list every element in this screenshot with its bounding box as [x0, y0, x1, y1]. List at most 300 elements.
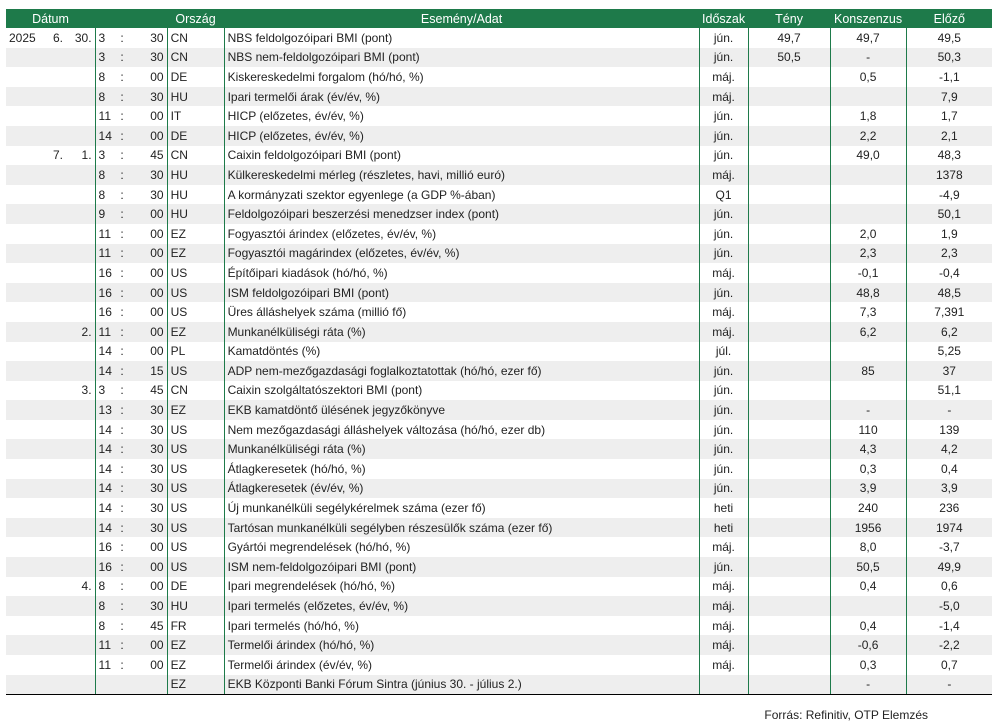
cell-mm: 00 — [150, 265, 164, 280]
cell-mm: 00 — [150, 226, 164, 241]
cell-country: HU — [167, 165, 224, 185]
cell-y — [6, 537, 39, 557]
cell-m — [39, 557, 66, 577]
cell-previous: 5,25 — [906, 342, 992, 362]
cell-country: US — [167, 557, 224, 577]
cell-previous: -5,0 — [906, 596, 992, 616]
cell-event: HICP (előzetes, év/év, %) — [224, 106, 699, 126]
cell-actual — [748, 479, 830, 499]
cell-period: máj. — [699, 596, 748, 616]
cell-period: jún. — [699, 224, 748, 244]
time-separator: : — [120, 461, 124, 476]
cell-consensus: 0,4 — [830, 577, 906, 597]
table-row — [6, 224, 992, 244]
cell-consensus: 110 — [830, 420, 906, 440]
time-separator: : — [115, 361, 129, 381]
table-row — [6, 381, 992, 401]
cell-previous: -1,1 — [906, 67, 992, 87]
cell-hh: 3 — [95, 381, 115, 401]
cell-hh: 3 — [95, 28, 115, 48]
cell-y — [6, 439, 39, 459]
table-row — [6, 361, 992, 381]
cell-event: Kiskereskedelmi forgalom (hó/hó, %) — [224, 67, 699, 87]
table-row — [6, 283, 992, 303]
cell-consensus: 3,9 — [830, 479, 906, 499]
cell-event: ADP nem-mezőgazdasági foglalkoztatottak (hó/hó, ezer fő) — [224, 361, 699, 381]
cell-previous: 7,9 — [906, 87, 992, 107]
table-row — [6, 498, 992, 518]
time-separator: : — [120, 579, 124, 594]
cell-actual — [748, 361, 830, 381]
cell-m — [39, 361, 66, 381]
cell-y — [6, 342, 39, 362]
cell-country: CN — [167, 28, 224, 48]
cell-y — [6, 263, 39, 283]
cell-mm: 00 — [150, 305, 164, 320]
cell-mm: 30 — [129, 87, 167, 107]
cell-country: CN — [167, 381, 224, 401]
cell-mm: 30 — [129, 518, 167, 538]
cell-hh: 8 — [95, 165, 115, 185]
cell-event: EKB Központi Banki Fórum Sintra (június 30. - július 2.) — [224, 675, 699, 695]
cell-hh: 11 — [95, 635, 115, 655]
cell-y — [6, 655, 39, 675]
table-row — [6, 635, 992, 655]
cell-hh: 8 — [95, 185, 115, 205]
cell-d — [66, 165, 95, 185]
cell-hh: 11 — [95, 655, 115, 675]
time-separator: : — [115, 479, 129, 499]
table-row — [6, 165, 992, 185]
cell-y — [6, 224, 39, 244]
cell-consensus: 2,0 — [830, 224, 906, 244]
cell-y — [6, 244, 39, 264]
cell-event: NBS feldolgozóipari BMI (pont) — [224, 28, 699, 48]
cell-event: ISM feldolgozóipari BMI (pont) — [224, 283, 699, 303]
table-row — [6, 342, 992, 362]
cell-event: Új munkanélküli segélykérelmek száma (ezer fő) — [224, 498, 699, 518]
cell-d — [66, 67, 95, 87]
cell-country: DE — [167, 67, 224, 87]
table-row — [6, 126, 992, 146]
cell-previous: 139 — [906, 420, 992, 440]
cell-previous: 2,1 — [906, 126, 992, 146]
cell-hh: 14 — [95, 459, 115, 479]
time-separator: : — [120, 69, 124, 84]
cell-actual — [748, 87, 830, 107]
cell-mm: 00 — [129, 126, 167, 146]
cell-event: Caixin szolgáltatószektori BMI (pont) — [224, 381, 699, 401]
time-separator: : — [115, 244, 129, 264]
cell-previous: 6,2 — [906, 322, 992, 342]
cell-consensus: 7,3 — [830, 302, 906, 322]
cell-hh: 3 — [95, 146, 115, 166]
cell-mm: 00 — [150, 657, 164, 672]
cell-previous: -3,7 — [906, 537, 992, 557]
cell-actual — [748, 420, 830, 440]
cell-hh: 16 — [95, 557, 115, 577]
cell-period: jún. — [699, 106, 748, 126]
cell-period: máj. — [699, 302, 748, 322]
cell-consensus: -0,1 — [830, 263, 906, 283]
cell-previous: 3,9 — [906, 479, 992, 499]
cell-mm: 00 — [150, 540, 164, 555]
cell-d — [66, 635, 95, 655]
cell-consensus: 2,3 — [830, 244, 906, 264]
cell-m — [39, 224, 66, 244]
cell-consensus: 85 — [830, 361, 906, 381]
cell-actual — [748, 342, 830, 362]
cell-country: US — [167, 302, 224, 322]
cell-actual — [748, 498, 830, 518]
table-row — [6, 322, 992, 342]
cell-actual — [748, 381, 830, 401]
cell-country: EZ — [167, 675, 224, 695]
cell-period: heti — [699, 518, 748, 538]
cell-d — [66, 126, 95, 146]
table-row — [6, 263, 992, 283]
cell-event: Fogyasztói árindex (előzetes, év/év, %) — [224, 224, 699, 244]
cell-consensus: 0,3 — [830, 459, 906, 479]
cell-country: US — [167, 361, 224, 381]
cell-y — [6, 146, 39, 166]
cell-actual — [748, 596, 830, 616]
cell-country: US — [167, 283, 224, 303]
cell-actual — [748, 106, 830, 126]
cell-previous: 4,2 — [906, 439, 992, 459]
cell-consensus: 48,8 — [830, 283, 906, 303]
cell-event: Termelői árindex (hó/hó, %) — [224, 635, 699, 655]
cell-mm — [129, 675, 167, 695]
cell-mm: 45 — [150, 383, 164, 398]
cell-d: 3. — [81, 383, 92, 398]
cell-mm: 00 — [129, 244, 167, 264]
cell-m — [39, 244, 66, 264]
cell-previous: 7,391 — [906, 302, 992, 322]
cell-country: FR — [167, 616, 224, 636]
cell-m — [39, 381, 66, 401]
cell-d: 1. — [81, 148, 92, 163]
cell-previous: 0,4 — [906, 459, 992, 479]
cell-y — [6, 126, 39, 146]
cell-previous: 2,3 — [906, 244, 992, 264]
cell-previous: 49,5 — [906, 28, 992, 48]
cell-hh: 11 — [95, 106, 115, 126]
cell-d — [66, 302, 95, 322]
cell-period: jún. — [699, 283, 748, 303]
cell-actual — [748, 400, 830, 420]
cell-consensus: 0,5 — [830, 67, 906, 87]
cell-mm: 00 — [150, 344, 164, 359]
cell-y — [6, 283, 39, 303]
cell-actual — [748, 126, 830, 146]
cell-previous: -1,4 — [906, 616, 992, 636]
header-time-blank — [95, 9, 167, 28]
cell-actual — [748, 577, 830, 597]
cell-event: Gyártói megrendelések (hó/hó, %) — [224, 537, 699, 557]
time-separator: : — [115, 518, 129, 538]
cell-m — [39, 518, 66, 538]
cell-m — [39, 459, 66, 479]
cell-actual — [748, 283, 830, 303]
cell-mm: 30 — [150, 461, 164, 476]
cell-m — [39, 537, 66, 557]
cell-mm: 00 — [150, 109, 164, 124]
cell-m — [39, 635, 66, 655]
table-row — [6, 596, 992, 616]
time-separator: : — [115, 283, 129, 303]
cell-m: 6. — [52, 30, 63, 45]
time-separator: : — [120, 187, 124, 202]
cell-d — [66, 224, 95, 244]
cell-actual: 50,5 — [748, 48, 830, 68]
cell-y — [6, 48, 39, 68]
cell-d — [66, 106, 95, 126]
table-row — [6, 537, 992, 557]
cell-y — [6, 635, 39, 655]
cell-mm: 00 — [150, 69, 164, 84]
cell-period: heti — [699, 498, 748, 518]
cell-actual — [748, 204, 830, 224]
cell-event: Tartósan munkanélküli segélyben részesülők száma (ezer fő) — [224, 518, 699, 538]
cell-event: Külkereskedelmi mérleg (részletes, havi, millió euró) — [224, 165, 699, 185]
time-separator: : — [115, 204, 129, 224]
cell-mm: 45 — [150, 618, 164, 633]
time-separator — [115, 675, 129, 695]
cell-country: US — [167, 479, 224, 499]
cell-hh: 14 — [95, 361, 115, 381]
cell-m — [39, 498, 66, 518]
cell-consensus: 0,4 — [830, 616, 906, 636]
cell-hh: 3 — [95, 48, 115, 68]
cell-hh: 14 — [95, 342, 115, 362]
cell-y — [6, 479, 39, 499]
cell-consensus — [830, 342, 906, 362]
cell-hh: 11 — [95, 322, 115, 342]
cell-hh: 8 — [95, 616, 115, 636]
cell-hh — [95, 675, 115, 695]
cell-country: US — [167, 420, 224, 440]
cell-hh: 14 — [95, 126, 115, 146]
cell-m — [39, 322, 66, 342]
cell-d — [66, 361, 95, 381]
cell-d: 2. — [66, 322, 95, 342]
cell-mm: 30 — [129, 165, 167, 185]
cell-period: jún. — [699, 244, 748, 264]
time-separator: : — [115, 165, 129, 185]
cell-actual — [748, 635, 830, 655]
cell-m — [39, 596, 66, 616]
cell-event: Ipari termelés (hó/hó, %) — [224, 616, 699, 636]
cell-m — [39, 302, 66, 322]
cell-mm: 30 — [129, 48, 167, 68]
cell-event: NBS nem-feldolgozóipari BMI (pont) — [224, 48, 699, 68]
cell-period: jún. — [699, 459, 748, 479]
cell-country: DE — [167, 126, 224, 146]
cell-consensus — [830, 381, 906, 401]
cell-period: máj. — [699, 67, 748, 87]
cell-mm: 30 — [129, 439, 167, 459]
cell-y — [6, 616, 39, 636]
cell-previous: 50,3 — [906, 48, 992, 68]
header-orszag: Ország — [167, 9, 224, 28]
cell-previous: -2,2 — [906, 635, 992, 655]
cell-country: US — [167, 439, 224, 459]
cell-m — [39, 616, 66, 636]
cell-previous: 1974 — [906, 518, 992, 538]
cell-mm: 00 — [129, 322, 167, 342]
time-separator: : — [120, 226, 124, 241]
cell-actual — [748, 302, 830, 322]
cell-country: HU — [167, 596, 224, 616]
cell-d — [66, 518, 95, 538]
cell-consensus: 1,8 — [830, 106, 906, 126]
economic-calendar-table — [6, 9, 992, 695]
cell-event: Feldolgozóipari beszerzési menedzser index (pont) — [224, 204, 699, 224]
cell-mm: 30 — [150, 501, 164, 516]
table-row — [6, 655, 992, 675]
cell-country: US — [167, 537, 224, 557]
time-separator: : — [120, 30, 124, 45]
cell-country: US — [167, 518, 224, 538]
time-separator: : — [120, 618, 124, 633]
cell-hh: 11 — [95, 244, 115, 264]
cell-y — [6, 381, 39, 401]
cell-event: Ipari megrendelések (hó/hó, %) — [224, 577, 699, 597]
cell-m — [39, 400, 66, 420]
table-row — [6, 577, 992, 597]
cell-country: EZ — [167, 244, 224, 264]
header-teny: Tény — [748, 9, 830, 28]
cell-d — [66, 283, 95, 303]
table-row — [6, 439, 992, 459]
table-row — [6, 400, 992, 420]
cell-mm: 30 — [150, 422, 164, 437]
cell-country: CN — [167, 48, 224, 68]
cell-event: EKB kamatdöntő ülésének jegyzőkönyve — [224, 400, 699, 420]
table-row — [6, 146, 992, 166]
time-separator: : — [115, 596, 129, 616]
cell-hh: 16 — [95, 283, 115, 303]
time-separator: : — [115, 48, 129, 68]
cell-hh: 8 — [95, 577, 115, 597]
cell-actual — [748, 439, 830, 459]
cell-d — [66, 342, 95, 362]
cell-period: máj. — [699, 263, 748, 283]
table-row — [6, 302, 992, 322]
header-idoszak: Időszak — [699, 9, 748, 28]
cell-y — [6, 557, 39, 577]
cell-hh: 11 — [95, 224, 115, 244]
cell-previous: 1378 — [906, 165, 992, 185]
cell-m — [39, 185, 66, 205]
table-row — [6, 518, 992, 538]
cell-consensus: 6,2 — [830, 322, 906, 342]
cell-m — [39, 420, 66, 440]
cell-previous: 0,7 — [906, 655, 992, 675]
cell-consensus: 49,0 — [830, 146, 906, 166]
cell-country: HU — [167, 204, 224, 224]
table-row — [6, 557, 992, 577]
cell-hh: 9 — [95, 204, 115, 224]
time-separator: : — [120, 383, 124, 398]
cell-m — [39, 204, 66, 224]
table-row — [6, 28, 992, 48]
cell-actual — [748, 537, 830, 557]
cell-actual — [748, 146, 830, 166]
cell-previous: -0,4 — [906, 263, 992, 283]
time-separator: : — [120, 540, 124, 555]
cell-event: Átlagkeresetek (hó/hó, %) — [224, 459, 699, 479]
cell-mm: 15 — [129, 361, 167, 381]
cell-previous: -4,9 — [906, 185, 992, 205]
cell-mm: 00 — [129, 557, 167, 577]
cell-m — [39, 106, 66, 126]
header-row — [6, 9, 992, 28]
cell-hh: 14 — [95, 420, 115, 440]
cell-event: Munkanélküliségi ráta (%) — [224, 439, 699, 459]
cell-hh: 14 — [95, 479, 115, 499]
table-body — [6, 28, 992, 695]
cell-hh: 8 — [95, 87, 115, 107]
cell-consensus: 2,2 — [830, 126, 906, 146]
cell-d — [66, 655, 95, 675]
cell-consensus — [830, 165, 906, 185]
table-row — [6, 420, 992, 440]
table-row — [6, 185, 992, 205]
cell-period: jún. — [699, 400, 748, 420]
cell-actual — [748, 518, 830, 538]
cell-consensus — [830, 596, 906, 616]
cell-event: Átlagkeresetek (év/év, %) — [224, 479, 699, 499]
cell-country: EZ — [167, 224, 224, 244]
cell-d: 30. — [74, 30, 92, 45]
time-separator: : — [115, 557, 129, 577]
cell-d — [66, 537, 95, 557]
cell-m — [39, 48, 66, 68]
cell-mm: 00 — [129, 635, 167, 655]
table-row — [6, 459, 992, 479]
cell-consensus: 8,0 — [830, 537, 906, 557]
cell-hh: 13 — [95, 400, 115, 420]
cell-country: US — [167, 498, 224, 518]
cell-hh: 14 — [95, 498, 115, 518]
cell-actual — [748, 185, 830, 205]
cell-period: máj. — [699, 322, 748, 342]
cell-hh: 14 — [95, 439, 115, 459]
cell-y — [6, 420, 39, 440]
cell-actual — [748, 224, 830, 244]
time-separator: : — [120, 657, 124, 672]
cell-d — [66, 263, 95, 283]
cell-period: jún. — [699, 361, 748, 381]
cell-period: jún. — [699, 204, 748, 224]
cell-actual — [748, 322, 830, 342]
table-row — [6, 87, 992, 107]
cell-hh: 16 — [95, 263, 115, 283]
header-datum: Dátum — [6, 9, 95, 28]
cell-m — [39, 263, 66, 283]
cell-period — [699, 675, 748, 695]
cell-d — [66, 498, 95, 518]
cell-country: EZ — [167, 635, 224, 655]
cell-d — [66, 616, 95, 636]
table-row — [6, 675, 992, 695]
cell-y — [6, 322, 39, 342]
cell-mm: 00 — [129, 283, 167, 303]
table-row — [6, 479, 992, 499]
cell-mm: 00 — [150, 579, 164, 594]
